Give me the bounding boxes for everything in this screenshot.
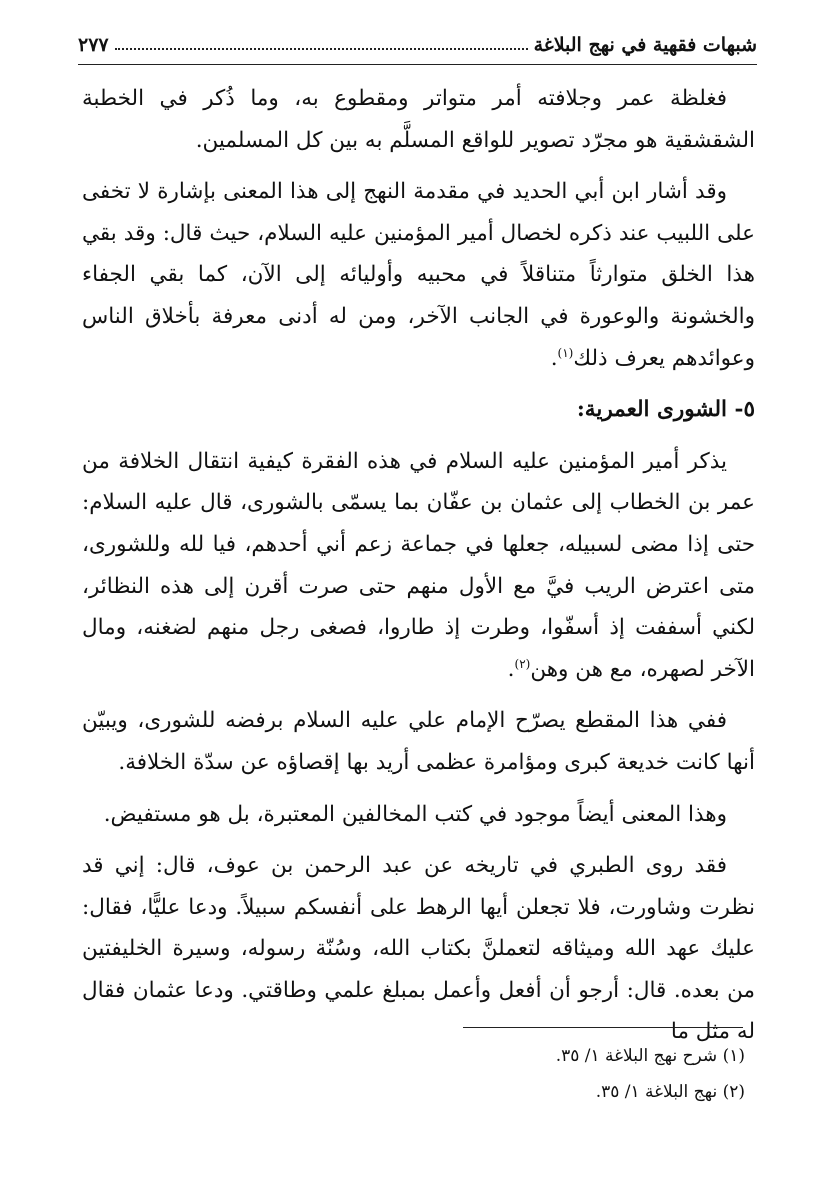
page-number: ٢٧٧	[78, 34, 109, 56]
paragraph: ففي هذا المقطع يصرّح الإمام علي عليه السلام برفضه للشورى، ويبيّن أنها كانت خديعة كبرى ومؤامرة عظمى أريد بها إقصاؤه عن سدّة الخلافة.	[82, 708, 755, 775]
footnote-ref[interactable]: (١)	[557, 345, 574, 360]
main-text	[82, 78, 755, 1063]
footnote-item: (١) شرح نهج البلاغة ١/ ٣٥.	[555, 1046, 745, 1066]
paragraph: وهذا المعنى أيضاً موجود في كتب المخالفين المعتبرة، بل هو مستفيض.	[103, 801, 727, 827]
header-rule	[78, 64, 757, 65]
section-heading: ٥- الشورى العمرية:	[576, 397, 755, 423]
footnote-item: (٢) نهج البلاغة ١/ ٣٥.	[595, 1082, 745, 1102]
running-header	[78, 28, 757, 62]
paragraph: فقد روى الطبري في تاريخه عن عبد الرحمن بن عوف، قال: إني قد نظرت وشاورت، فلا تجعلن أيها الرهط على أنفسكم سبيلاً. ودعا عليًّا، فقال: عليك عهد الله وميثاقه لتعملنَّ بكتاب الله، وسُنّة رسوله، وسيرة الخليفتين من بعده. قال: أرجو أن أفعل وأعمل بمبلغ علمي وطاقتي. ودعا عثمان فقال له مثل ما	[82, 853, 755, 1045]
header-dot-leader	[115, 48, 528, 50]
header-title: شبهات فقهية في نهج البلاغة	[533, 34, 757, 56]
footnotes	[300, 1038, 745, 1110]
footnote-ref[interactable]: (٢)	[514, 656, 531, 671]
paragraph: فغلظة عمر وجلافته أمر متواتر ومقطوع به، وما ذُكر في الخطبة الشقشقية هو مجرّد تصوير للواقع المسلَّم به بين كل المسلمين.	[82, 86, 755, 153]
paragraph: يذكر أمير المؤمنين عليه السلام في هذه الفقرة كيفية انتقال الخلافة من عمر بن الخطاب إلى عثمان بن عفّان بما يسمّى بالشورى، قال عليه السلام: حتى إذا مضى لسبيله، جعلها في جماعة زعم أني أحدهم، فيا لله وللشورى، متى اعترض الريب فيَّ مع الأول منهم حتى صرت أقرن إلى هذه النظائر، لكني أسففت إذ أسفّوا، وطرت إذ طاروا، فصغى رجل منهم لضغنه، ومال الآخر لصهره، مع هن وهن$^{(٢)}$.	[82, 448, 755, 682]
footnote-separator	[463, 1027, 743, 1028]
paragraph: وقد أشار ابن أبي الحديد في مقدمة النهج إلى هذا المعنى بإشارة لا تخفى على اللبيب عند ذكره لخصال أمير المؤمنين عليه السلام، حيث قال: وقد بقي هذا الخلق متوارثاً متناقلاً في محبيه وأوليائه إلى الآن، كما بقي الجفاء والخشونة والوعورة في الجانب الآخر، ومن له أدنى معرفة بأخلاق الناس وعوائدهم يعرف ذلك$^{(١)}$.	[82, 179, 755, 371]
